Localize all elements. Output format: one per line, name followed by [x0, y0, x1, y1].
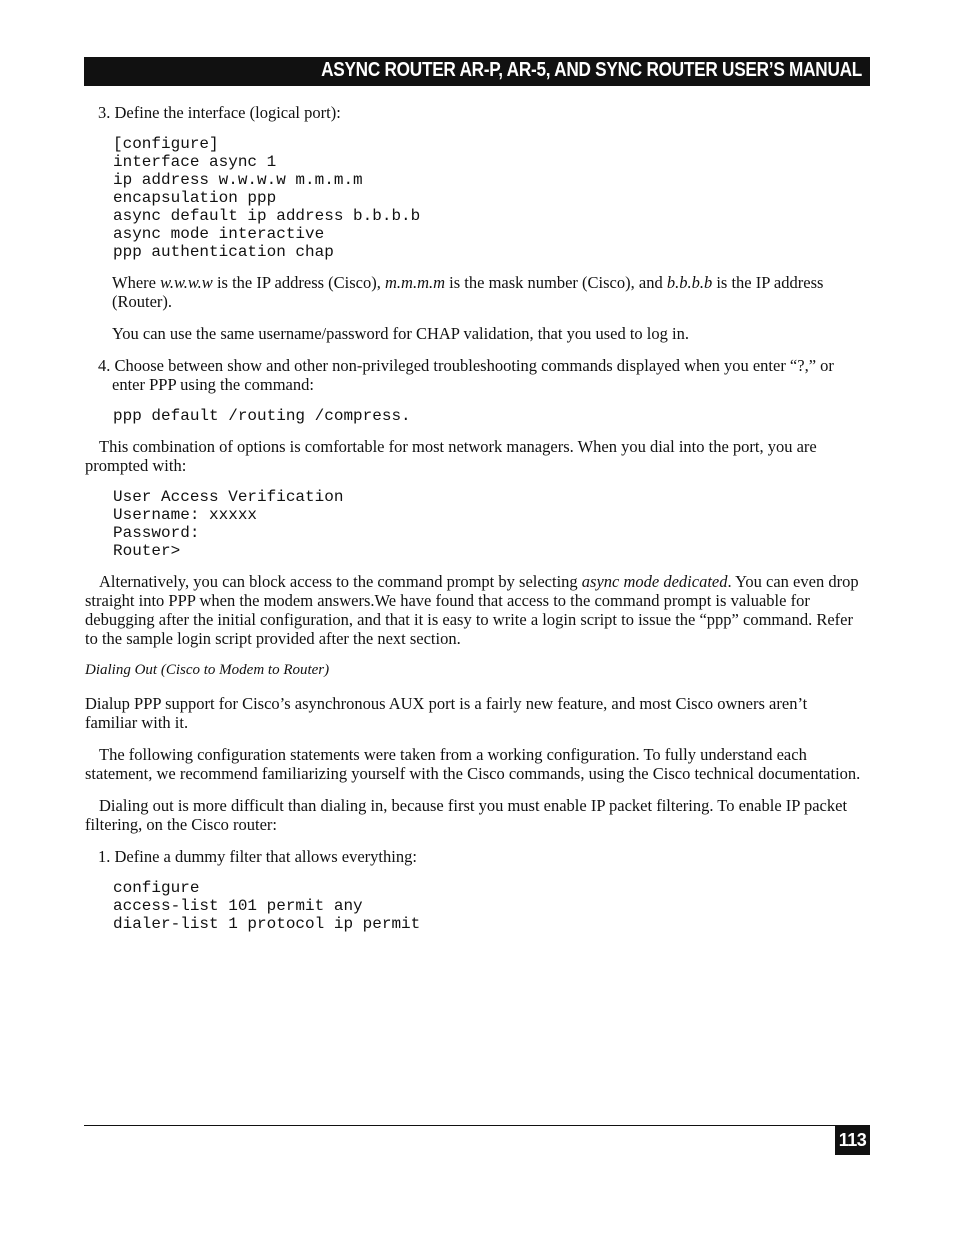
- section-subheading: Dialing Out (Cisco to Modem to Router): [85, 662, 330, 678]
- code-block-dummy-filter: configure access-list 101 permit any dialer-list 1 protocol ip permit: [113, 879, 421, 933]
- footer-rule: [84, 1125, 870, 1126]
- where-explanation: [85, 273, 861, 311]
- step-1-text: 1. Define a dummy filter that allows everything:: [98, 847, 417, 866]
- where-var-mask: m.m.m.m: [384, 273, 446, 292]
- following-paragraph: The following configuration statements were taken from a working configuration. To fully understand each statement, we recommend familiarizing yourself with the Cisco commands, using the Cisco technical documentation.: [85, 745, 861, 783]
- where-text-2: is the IP address (Cisco),: [212, 273, 385, 292]
- dialup-paragraph: Dialup PPP support for Cisco’s asynchronous AUX port is a fairly new feature, and most Cisco owners aren’t familiar with it.: [85, 694, 808, 732]
- manual-title: ASYNC ROUTER AR-P, AR-5, AND SYNC ROUTER USER’S MANUAL: [321, 59, 862, 81]
- code-block-login-prompt: User Access Verification Username: xxxxx Password: Router>: [113, 488, 344, 560]
- alt-text-2: . You can even drop straight into PPP when the modem answers.We have found that access to the command prompt is valuable for debugging after the initial configuration, and that it is easy to write a login script to issue the “ppp” command. Refer to the sample login script provided after the next section.: [85, 572, 859, 648]
- alt-text-1: Alternatively, you can block access to the command prompt by selecting: [99, 572, 582, 591]
- where-var-router-ip: b.b.b.b: [666, 273, 713, 292]
- alternatively-paragraph: [85, 572, 861, 648]
- code-block-configure-interface: [configure] interface async 1 ip address w.w.w.w m.m.m.m encapsulation ppp async default ip address b.b.b.b async mode interactive ppp authentication chap: [113, 135, 421, 261]
- where-text-4: is the IP address (Router).: [112, 273, 824, 311]
- where-text-1: Where: [112, 273, 161, 292]
- page-number: 113: [835, 1125, 870, 1155]
- step-4-text: 4. Choose between show and other non-privileged troubleshooting commands displayed when you enter “?,” or enter PPP using the command:: [98, 356, 834, 394]
- page-content: [85, 103, 861, 945]
- step-3-text: 3. Define the interface (logical port):: [98, 103, 341, 122]
- dialing-out-paragraph: Dialing out is more difficult than dialing in, because first you must enable IP packet filtering. To enable IP packet filtering, on the Cisco router:: [85, 796, 848, 834]
- header-bar: [84, 57, 870, 86]
- chap-note: You can use the same username/password for CHAP validation, that you used to log in.: [112, 324, 689, 343]
- alt-emphasis: async mode dedicated: [581, 572, 728, 591]
- code-block-ppp-default: ppp default /routing /compress.: [113, 407, 411, 425]
- where-var-ip: w.w.w.w: [160, 273, 213, 292]
- where-text-3: is the mask number (Cisco), and: [445, 273, 667, 292]
- combination-paragraph: This combination of options is comfortable for most network managers. When you dial into the port, you are prompted with:: [85, 437, 817, 475]
